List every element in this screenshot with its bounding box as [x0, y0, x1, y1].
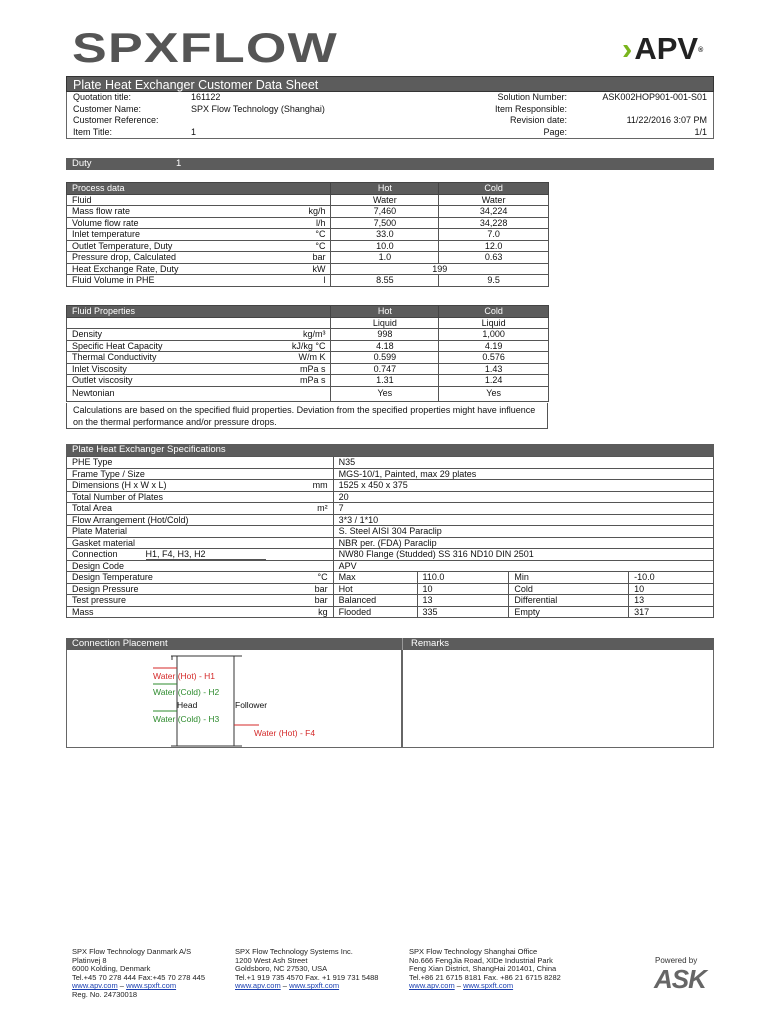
- duty-label: Duty: [72, 158, 92, 169]
- hot-value: 0.599: [331, 352, 439, 364]
- spxft-link[interactable]: www.spxft.com: [463, 981, 514, 991]
- table-row: [67, 514, 714, 526]
- spec-label: Plate Material: [67, 526, 334, 538]
- spec-value: 1525 x 450 x 375: [333, 480, 713, 492]
- hot-value: 4.18: [331, 340, 439, 352]
- spec-value: N35: [333, 457, 713, 469]
- table-row: [67, 263, 549, 275]
- cold-value: 0.576: [439, 352, 549, 364]
- row-label: Outlet viscosity mPa s: [67, 375, 331, 387]
- spec-label: Design Temperature °C: [67, 572, 334, 584]
- spec-label: Mass kg: [67, 606, 334, 618]
- hot-value: 0.747: [331, 363, 439, 375]
- footer-usa: SPX Flow Technology Systems Inc. 1200 West Ash Street Goldsboro, NC 27530, USA Tel.+1 919 735 4570 Fax. +1 919 731 5488 www.apv.com – www.spxft.com: [235, 947, 379, 991]
- solution-number-label: Solution Number:: [497, 92, 567, 102]
- spec-label: Total Area m²: [67, 503, 334, 515]
- apv-logo-text: APV: [634, 31, 699, 66]
- svg-text:Water (Hot) - H1: Water (Hot) - H1: [153, 671, 216, 681]
- table-row: [67, 217, 549, 229]
- row-label: Thermal Conductivity W/m K: [67, 352, 331, 364]
- revision-date-label: Revision date:: [509, 115, 567, 125]
- item-responsible-label: Item Responsible:: [494, 103, 567, 114]
- footer-denmark: SPX Flow Technology Danmark A/S Platinvej 8 6000 Kolding, Denmark Tel.+45 70 278 444 Fax:+45 70 278 445 www.apv.com – www.spxft.com Reg. No. 24730018: [72, 947, 206, 999]
- solution-number-value: ASK002HOP901-001-S01: [602, 92, 707, 102]
- svg-text:Water (Hot) - F4: Water (Hot) - F4: [254, 728, 316, 738]
- cold-outlet-h3: [153, 711, 220, 724]
- spec-label: PHE Type: [67, 457, 334, 469]
- spxft-link[interactable]: www.spxft.com: [289, 981, 340, 991]
- hot-value: 7,500: [331, 217, 439, 229]
- row-label: Inlet Viscosity mPa s: [67, 363, 331, 375]
- hot-value: 1.0: [331, 252, 439, 264]
- cold-value: 9.5: [439, 275, 549, 287]
- hot-value: Water: [331, 194, 439, 206]
- apv-link[interactable]: www.apv.com: [409, 981, 455, 991]
- spec-value: NW80 Flange (Studded) SS 316 ND10 DIN 2501: [333, 549, 713, 561]
- table-row: [67, 206, 549, 218]
- cold-value: 1.43: [439, 363, 549, 375]
- apv-link[interactable]: www.apv.com: [235, 981, 281, 991]
- table-row: [67, 491, 714, 503]
- quotation-meta: [66, 92, 714, 139]
- cold-value: 34,228: [439, 217, 549, 229]
- table-row: [67, 549, 714, 561]
- table-row: [67, 375, 549, 387]
- table-row: [67, 526, 714, 538]
- newtonian-cold: Yes: [439, 386, 549, 401]
- row-label: Specific Heat Capacity kJ/kg °C: [67, 340, 331, 352]
- remarks-title: Remarks: [402, 638, 714, 650]
- fluid-properties-table: [66, 305, 549, 402]
- cold-value: 4.19: [439, 340, 549, 352]
- connection-placement-title: Connection Placement: [66, 638, 402, 650]
- process-data-table: [66, 182, 549, 287]
- spec-label: Gasket material: [67, 537, 334, 549]
- row-label: Volume flow rate l/h: [67, 217, 331, 229]
- cold-inlet-h2: [153, 684, 220, 697]
- page-label: Page:: [543, 126, 567, 137]
- svg-text:Water (Cold) - H3: Water (Cold) - H3: [153, 714, 220, 724]
- hot-value: 8.55: [331, 275, 439, 287]
- meta-row: [67, 92, 713, 104]
- table-header-row: [67, 183, 549, 195]
- spec-value: 7: [333, 503, 713, 515]
- row-label: Inlet temperature °C: [67, 229, 331, 241]
- customer-reference-label: Customer Reference:: [73, 115, 159, 125]
- quotation-title-label: Quotation title:: [73, 92, 132, 102]
- table-row: [67, 352, 549, 364]
- footer-shanghai: SPX Flow Technology Shanghai Office No.666 FengJia Road, XIDe Industrial Park Feng Xian District, ShangHai 201401, China Tel.+86 21 6715 8181 Fax. +86 21 6715 8282 www.apv.com – www.spxft.com: [409, 947, 561, 991]
- cold-value: 34,224: [439, 206, 549, 218]
- table-row: [67, 340, 549, 352]
- cold-header: Cold: [439, 183, 549, 195]
- hot-value: 33.0: [331, 229, 439, 241]
- hot-value: 10.0: [331, 240, 439, 252]
- follower-label: Follower: [235, 700, 268, 710]
- spxflow-logo-text: SPXFLOW: [72, 28, 338, 68]
- hot-value: 7,460: [331, 206, 439, 218]
- cold-value: 7.0: [439, 229, 549, 241]
- page-value: 1/1: [694, 126, 707, 137]
- row-label: Fluid Volume in PHE l: [67, 275, 331, 287]
- hot-outlet-f4: [234, 725, 315, 738]
- spxft-link[interactable]: www.spxft.com: [126, 981, 177, 991]
- connection-diagram: [67, 650, 403, 748]
- row-label: Outlet Temperature, Duty °C: [67, 240, 331, 252]
- hot-header: Hot: [331, 183, 439, 195]
- customer-name-value: SPX Flow Technology (Shanghai): [191, 103, 325, 114]
- spec-value: 3*3 / 1*10: [333, 514, 713, 526]
- table-row: Mass kg Flooded 335 Empty 317: [67, 606, 714, 618]
- spec-label: Design Pressure bar: [67, 583, 334, 595]
- quotation-title-value: 161122: [191, 92, 221, 102]
- hot-header: Hot: [331, 306, 439, 318]
- table-row: [67, 363, 549, 375]
- fluid-properties-title: Fluid Properties: [67, 306, 331, 318]
- newtonian-label: Newtonian: [67, 386, 331, 401]
- row-label: Mass flow rate kg/h: [67, 206, 331, 218]
- spec-value: MGS-10/1, Painted, max 29 plates: [333, 468, 713, 480]
- cold-value: 1.24: [439, 375, 549, 387]
- newtonian-hot: Yes: [331, 386, 439, 401]
- cold-value: 12.0: [439, 240, 549, 252]
- table-row: [67, 194, 549, 206]
- table-row: Design Pressure bar Hot 10 Cold 10: [67, 583, 714, 595]
- row-label: Heat Exchange Rate, Duty kW: [67, 263, 331, 275]
- powered-by-label: Powered by: [655, 956, 698, 965]
- spxflow-logo: [72, 28, 340, 68]
- table-row: [67, 317, 549, 329]
- table-row: [67, 329, 549, 341]
- hot-value: 1.31: [331, 375, 439, 387]
- calculation-note: Calculations are based on the specified fluid properties. Deviation from the specified properties might have influence on the thermal performance and/or pressure drops.: [66, 403, 548, 429]
- spec-label: Test pressure bar: [67, 595, 334, 607]
- table-row: [67, 537, 714, 549]
- spec-label: Total Number of Plates: [67, 491, 334, 503]
- connection-placement-box: [66, 650, 402, 748]
- meta-row: [67, 104, 713, 116]
- table-row: [67, 480, 714, 492]
- table-row: [67, 457, 714, 469]
- table-row: Design Temperature °C Max 110.0 Min -10.0: [67, 572, 714, 584]
- duty-bar: [66, 158, 714, 170]
- registered-mark: ®: [698, 47, 704, 54]
- spec-label: Frame Type / Size: [67, 468, 334, 480]
- hot-value: 998: [331, 329, 439, 341]
- table-row: [67, 240, 549, 252]
- revision-date-value: 11/22/2016 3:07 PM: [626, 115, 707, 125]
- specs-table: [66, 456, 714, 618]
- head-label: Head: [177, 700, 198, 710]
- duty-value: 1: [176, 158, 182, 169]
- state-hot: Liquid: [331, 317, 439, 329]
- spec-label: Design Code: [67, 560, 334, 572]
- document-title: Plate Heat Exchanger Customer Data Sheet: [66, 76, 714, 92]
- item-title-value: 1: [191, 126, 197, 137]
- ask-logo: ASK: [654, 964, 706, 994]
- svg-text:Water (Cold) - H2: Water (Cold) - H2: [153, 687, 220, 697]
- cold-value: 0.63: [439, 252, 549, 264]
- cold-value: 1,000: [439, 329, 549, 341]
- spec-value: APV: [333, 560, 713, 572]
- spec-value: S. Steel AISI 304 Paraclip: [333, 526, 713, 538]
- chevron-right-icon: ›: [622, 31, 633, 66]
- meta-row: [67, 127, 713, 139]
- table-row: Test pressure bar Balanced 13 Differential 13: [67, 595, 714, 607]
- table-row: [67, 503, 714, 515]
- meta-row: [67, 115, 713, 127]
- cold-value: Water: [439, 194, 549, 206]
- remarks-box: [402, 650, 714, 748]
- row-label: Pressure drop, Calculated bar: [67, 252, 331, 264]
- state-cold: Liquid: [439, 317, 549, 329]
- merged-value: 199: [331, 263, 549, 275]
- spec-value: 20: [333, 491, 713, 503]
- table-row: [67, 560, 714, 572]
- spec-label: Connection H1, F4, H3, H2: [67, 549, 334, 561]
- item-title-label: Item Title:: [73, 126, 113, 137]
- spec-label: Flow Arrangement (Hot/Cold): [67, 514, 334, 526]
- spec-label: Dimensions (H x W x L) mm: [67, 480, 334, 492]
- cold-header: Cold: [439, 306, 549, 318]
- apv-link[interactable]: www.apv.com: [72, 981, 118, 991]
- table-row: [67, 275, 549, 287]
- row-label: Density kg/m³: [67, 329, 331, 341]
- table-row: [67, 386, 549, 401]
- table-row: [67, 229, 549, 241]
- row-label: Fluid: [67, 194, 331, 206]
- table-row: [67, 468, 714, 480]
- customer-name-label: Customer Name:: [73, 103, 142, 114]
- table-header-row: [67, 306, 549, 318]
- table-row: [67, 252, 549, 264]
- spec-value: NBR per. (FDA) Paraclip: [333, 537, 713, 549]
- specs-title: Plate Heat Exchanger Specifications: [66, 444, 714, 456]
- hot-inlet-h1: [153, 668, 215, 681]
- process-data-title: Process data: [67, 183, 331, 195]
- apv-logo: [622, 31, 704, 66]
